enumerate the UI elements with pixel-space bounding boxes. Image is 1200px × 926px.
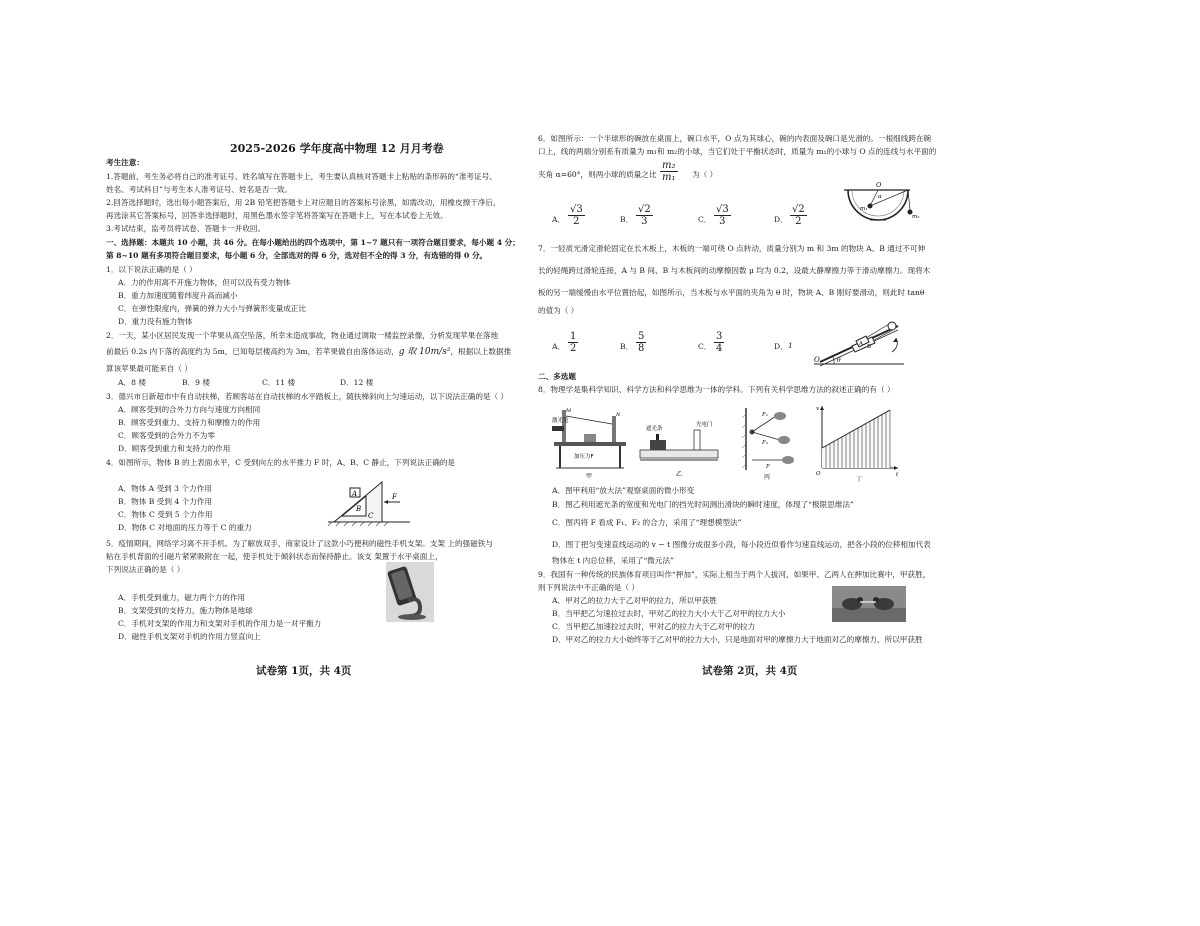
q8-option-b: B．图乙利用遮光条的宽度和光电门的挡光时间测出滑块的瞬时速度，体现了“极限思维法”: [552, 500, 854, 509]
notice-line: 再选涂其它答案标号，回答非选择题时，用黑色墨水签字笔将答案写在答题卡上，写在本试卷上无效。: [106, 211, 448, 220]
label-theta: θ: [837, 357, 841, 364]
page-footer: 试卷第 1页，共 4页: [256, 665, 352, 677]
q9-option-c: C．当甲把乙加速拉过去时，甲对乙的拉力大于乙对甲的拉力: [552, 622, 756, 631]
section-heading: 一、选择题：本题共 10 小题，共 46 分。在每小题给出的四个选项中，第 1~7 题只有一项符合题目要求，每小题 4 分；: [106, 238, 520, 247]
q6-ratio: $\frac{\text{m₂}}{\text{m₁}}$: [662, 160, 676, 183]
label-press: 加压力F: [574, 454, 594, 460]
notice-heading: 考生注意：: [106, 158, 144, 167]
q2-option-b: B．9 楼: [182, 378, 211, 387]
q7-option-b-label: B．: [620, 342, 634, 351]
q8-option-a: A．图甲利用“放大法”观察桌面的微小形变: [552, 486, 695, 495]
notice-line: 姓名、考试科目”与考生本人准考证号、姓名是否一致。: [106, 185, 293, 194]
q6-stem: 夹角 α=60°，则两小球的质量之比: [538, 170, 657, 179]
q7-option-b: $\frac{5}{8}$: [638, 331, 645, 354]
label-a: A: [352, 490, 358, 498]
q4-option-b: B．物体 B 受到 4 个力作用: [118, 497, 212, 506]
q6-stem: 为（ ）: [692, 170, 718, 179]
label-o: O: [814, 356, 820, 364]
q8-figure-jia: [550, 402, 630, 480]
q1-option-b: B．重力加速度随着纬度升高而减小: [118, 291, 238, 300]
label-o: O: [816, 471, 821, 477]
q7-option-c-label: C．: [698, 342, 712, 351]
q5-stem: 粘在手机背面的引磁片紧紧吸附在一起，使手机处于倾斜状态而保持静止。该支 架置于水平桌面上，: [106, 552, 443, 561]
q5-option-a: A．手机受到重力，磁力两个力的作用: [118, 593, 245, 602]
q4-option-a: A．物体 A 受到 3 个力作用: [118, 484, 212, 493]
q3-option-d: D．顾客受到重力和支持力的作用: [118, 444, 231, 453]
q6-option-a-label: A．: [552, 215, 566, 224]
q9-stem: 则下列说法中不正确的是（ ）: [538, 583, 640, 592]
q8-figure-bing: [740, 404, 802, 480]
phone-holder-photo: [386, 562, 434, 622]
label-b: B: [356, 505, 362, 513]
q7-option-d: 1: [788, 341, 793, 350]
notice-line: 2.回答选择题时，选出每小题答案后，用 2B 铅笔把答题卡上对应题目的答案标号涂黑，如需改动，用橡皮擦干净后，: [106, 198, 501, 207]
label-jia: 甲: [586, 473, 593, 480]
label-f2: F₂: [762, 440, 769, 446]
label-m1: m₁: [860, 206, 868, 212]
q4-option-d: D．物体 C 对地面的压力等于 C 的重力: [118, 523, 252, 532]
label-m: M: [566, 408, 572, 414]
q5-option-d: D．磁性手机支架对手机的作用力竖直向上: [118, 632, 261, 641]
q7-option-d-label: D．: [774, 342, 788, 351]
q5-option-b: B．支架受到的支持力，施力物体是地球: [118, 606, 253, 615]
q6-stem: 6．如图所示：一个半球形的碗放在桌面上，碗口水平，O 点为其球心，碗的内表面及碗口是光滑的。一根细线跨在碗: [538, 134, 932, 143]
label-a: A: [859, 341, 863, 347]
label-yi: 乙: [676, 471, 683, 478]
q4-stem: 4．如图所示，物体 B 的上表面水平，C 受到向左的水平推力 F 时，A、B、C 静止，下列说法正确的是: [106, 458, 455, 467]
q4-figure: [326, 478, 412, 526]
label-bing: 丙: [764, 474, 771, 480]
section-heading: 第 8~10 题有多项符合题目要求，每小题 6 分，全部选对的得 6 分，选对但不全的得 3 分，有选错的得 0 分。: [106, 251, 488, 260]
notice-line: 1.答题前，考生务必将自己的准考证号、姓名填写在答题卡上，考生要认真核对答题卡上粘贴的条形码的“准考证号、: [106, 172, 497, 181]
q2-option-d: D．12 楼: [340, 378, 374, 387]
label-gate: 光电门: [696, 422, 713, 428]
q2-stem: 算该苹果最可能来自（ ）: [106, 364, 192, 373]
q6-option-c: $\frac{√3}{3}$: [716, 204, 729, 227]
q9-option-b: B．当甲把乙匀速拉过去时，甲对乙的拉力大小大于乙对甲的拉力大小: [552, 609, 786, 618]
q6-option-a: $\frac{√3}{2}$: [570, 204, 583, 227]
q7-option-c: $\frac{3}{4}$: [716, 331, 723, 354]
q1-stem: 1．以下说法正确的是（ ）: [106, 265, 197, 274]
q9-option-d: D．甲对乙的拉力大小始终等于乙对甲的拉力大小，只是地面对甲的摩擦力大于地面对乙的摩擦力，所以甲获胜: [552, 635, 923, 644]
label-laser: 激光笔: [552, 418, 569, 424]
q3-option-a: A．顾客受到的合外力方向与速度方向相同: [118, 405, 261, 414]
q5-option-c: C．手机对支架的作用力和支架对手机的作用力是一对平衡力: [118, 619, 322, 628]
q2-option-c: C．11 楼: [262, 378, 296, 387]
label-f1: F₁: [762, 412, 769, 418]
label-strip: 遮光条: [646, 426, 663, 432]
section-heading: 二、多选题: [538, 372, 576, 381]
q6-bowl-figure: [840, 178, 920, 234]
q1-option-c: C．在弹性限度内，弹簧的弹力大小与弹簧形变量成正比: [118, 304, 307, 313]
page-2: [538, 0, 1200, 926]
q7-stem: 长的轻绳跨过滑轮连接，A 与 B 间、B 与木板间的动摩擦因数 μ 均为 0.2，设最大静摩擦力等于滑动摩擦力。现将木: [538, 266, 931, 275]
q8-stem: 8．物理学是集科学知识、科学方法和科学思维为一体的学科。下列有关科学思维方法的叙述正确的有（ ）: [538, 385, 895, 394]
label-c: C: [368, 512, 374, 520]
q7-stem: 的值为（ ）: [538, 306, 579, 315]
exam-title: 2025-2026 学年度高中物理 12 月月考卷: [230, 142, 444, 155]
label-t: t: [896, 472, 899, 478]
label-f: F: [392, 493, 397, 501]
label-f: F: [766, 464, 770, 470]
label-v: v: [816, 406, 820, 412]
label-o: O: [876, 181, 882, 189]
q7-option-a-label: A．: [552, 342, 566, 351]
label-ding: 丁: [856, 476, 863, 482]
q6-option-b-label: B．: [620, 215, 634, 224]
notice-line: 3.考试结束，监考员将试卷、答题卡一并收回。: [106, 224, 266, 233]
label-n: N: [616, 412, 621, 418]
q8-figure-yi: [636, 416, 722, 480]
q6-option-d-label: D．: [774, 215, 788, 224]
q1-option-a: A．力的作用离不开施力物体，但可以没有受力物体: [118, 278, 291, 287]
q2-option-a: A．8 楼: [118, 378, 146, 387]
q2-stem: 前最后 0.2s 内下落的高度约为 5m，已知每层楼高约为 3m，若苹果做自由落体运动，g 取 10m/s²，根据以上数据推: [106, 347, 512, 357]
q3-option-c: C．顾客受到的合外力不为零: [118, 431, 215, 440]
q9-option-a: A．甲对乙的拉力大于乙对甲的拉力，所以甲获胜: [552, 596, 717, 605]
q6-option-b: $\frac{√2}{3}$: [638, 204, 651, 227]
page-footer: 试卷第 2页，共 4页: [702, 665, 798, 677]
q6-option-d: $\frac{√2}{2}$: [792, 204, 805, 227]
q6-stem: 口上，线的两端分别系有质量为 m₁和 m₂的小球，当它们处于平衡状态时，质量为 m₁的小球与 O 点的连线与水平面的: [538, 147, 937, 156]
block-b: [342, 496, 366, 516]
q8-option-c: C．图丙将 F 看成 F₁、F₂ 的合力，采用了“理想模型法”: [552, 518, 742, 527]
q5-stem: 5．疫情期间，网络学习离不开手机。为了解放双手，商家设计了这款小巧便利的磁性手机支架。支架 上的强磁铁与: [106, 539, 493, 548]
label-b: B: [867, 344, 872, 350]
label-alpha: α: [878, 194, 882, 200]
q7-stem: 7．一轻质光滑定滑轮固定在长木板上，木板的一端可绕 O 点转动，质量分别为 m 和 3m 的物块 A、B 通过不可伸: [538, 244, 926, 253]
q9-stem: 9．我国有一种传统的民族体育项目叫作“押加”，实际上相当于两个人拔河，如果甲、乙两人在押加比赛中，甲获胜，: [538, 570, 931, 579]
q7-stem: 板的另一端缓慢由水平位置抬起，如图所示，当木板与水平面的夹角为 θ 时，物块 A、B 刚好要滑动，则此时 tanθ: [538, 288, 925, 297]
q2-stem: 2．一天，某小区居民发现一个苹果从高空坠落，所幸未造成事故，物业通过调取一楼监控录像，分析发现苹果在落地: [106, 331, 499, 340]
q1-option-d: D．重力没有施力物体: [118, 317, 193, 326]
q5-stem: 下列说法正确的是（ ）: [106, 565, 185, 574]
q8-figure-ding: [816, 402, 902, 482]
yajia-photo: [832, 586, 906, 622]
q8-option-d-cont: 物体在 t 内总位移，采用了“微元法”: [552, 556, 674, 565]
q8-option-d: D．图丁把匀变速直线运动的 v − t 图像分成很多小段，每小段近似看作匀速直线运动，把各小段的位移相加代表: [552, 540, 931, 549]
label-m2: m₂: [912, 214, 920, 220]
q3-option-b: B．顾客受到重力、支持力和摩擦力的作用: [118, 418, 261, 427]
q4-option-c: C．物体 C 受到 5 个力作用: [118, 510, 213, 519]
q7-option-a: $\frac{1}{2}$: [570, 331, 577, 354]
q3-stem: 3．德兴市日新超市中有自动扶梯，若顾客站在自动扶梯的水平踏板上，随扶梯斜向上匀速运动，以下说法正确的是（ ）: [106, 392, 509, 401]
q7-incline-figure: [812, 312, 908, 368]
q6-option-c-label: C．: [698, 215, 712, 224]
